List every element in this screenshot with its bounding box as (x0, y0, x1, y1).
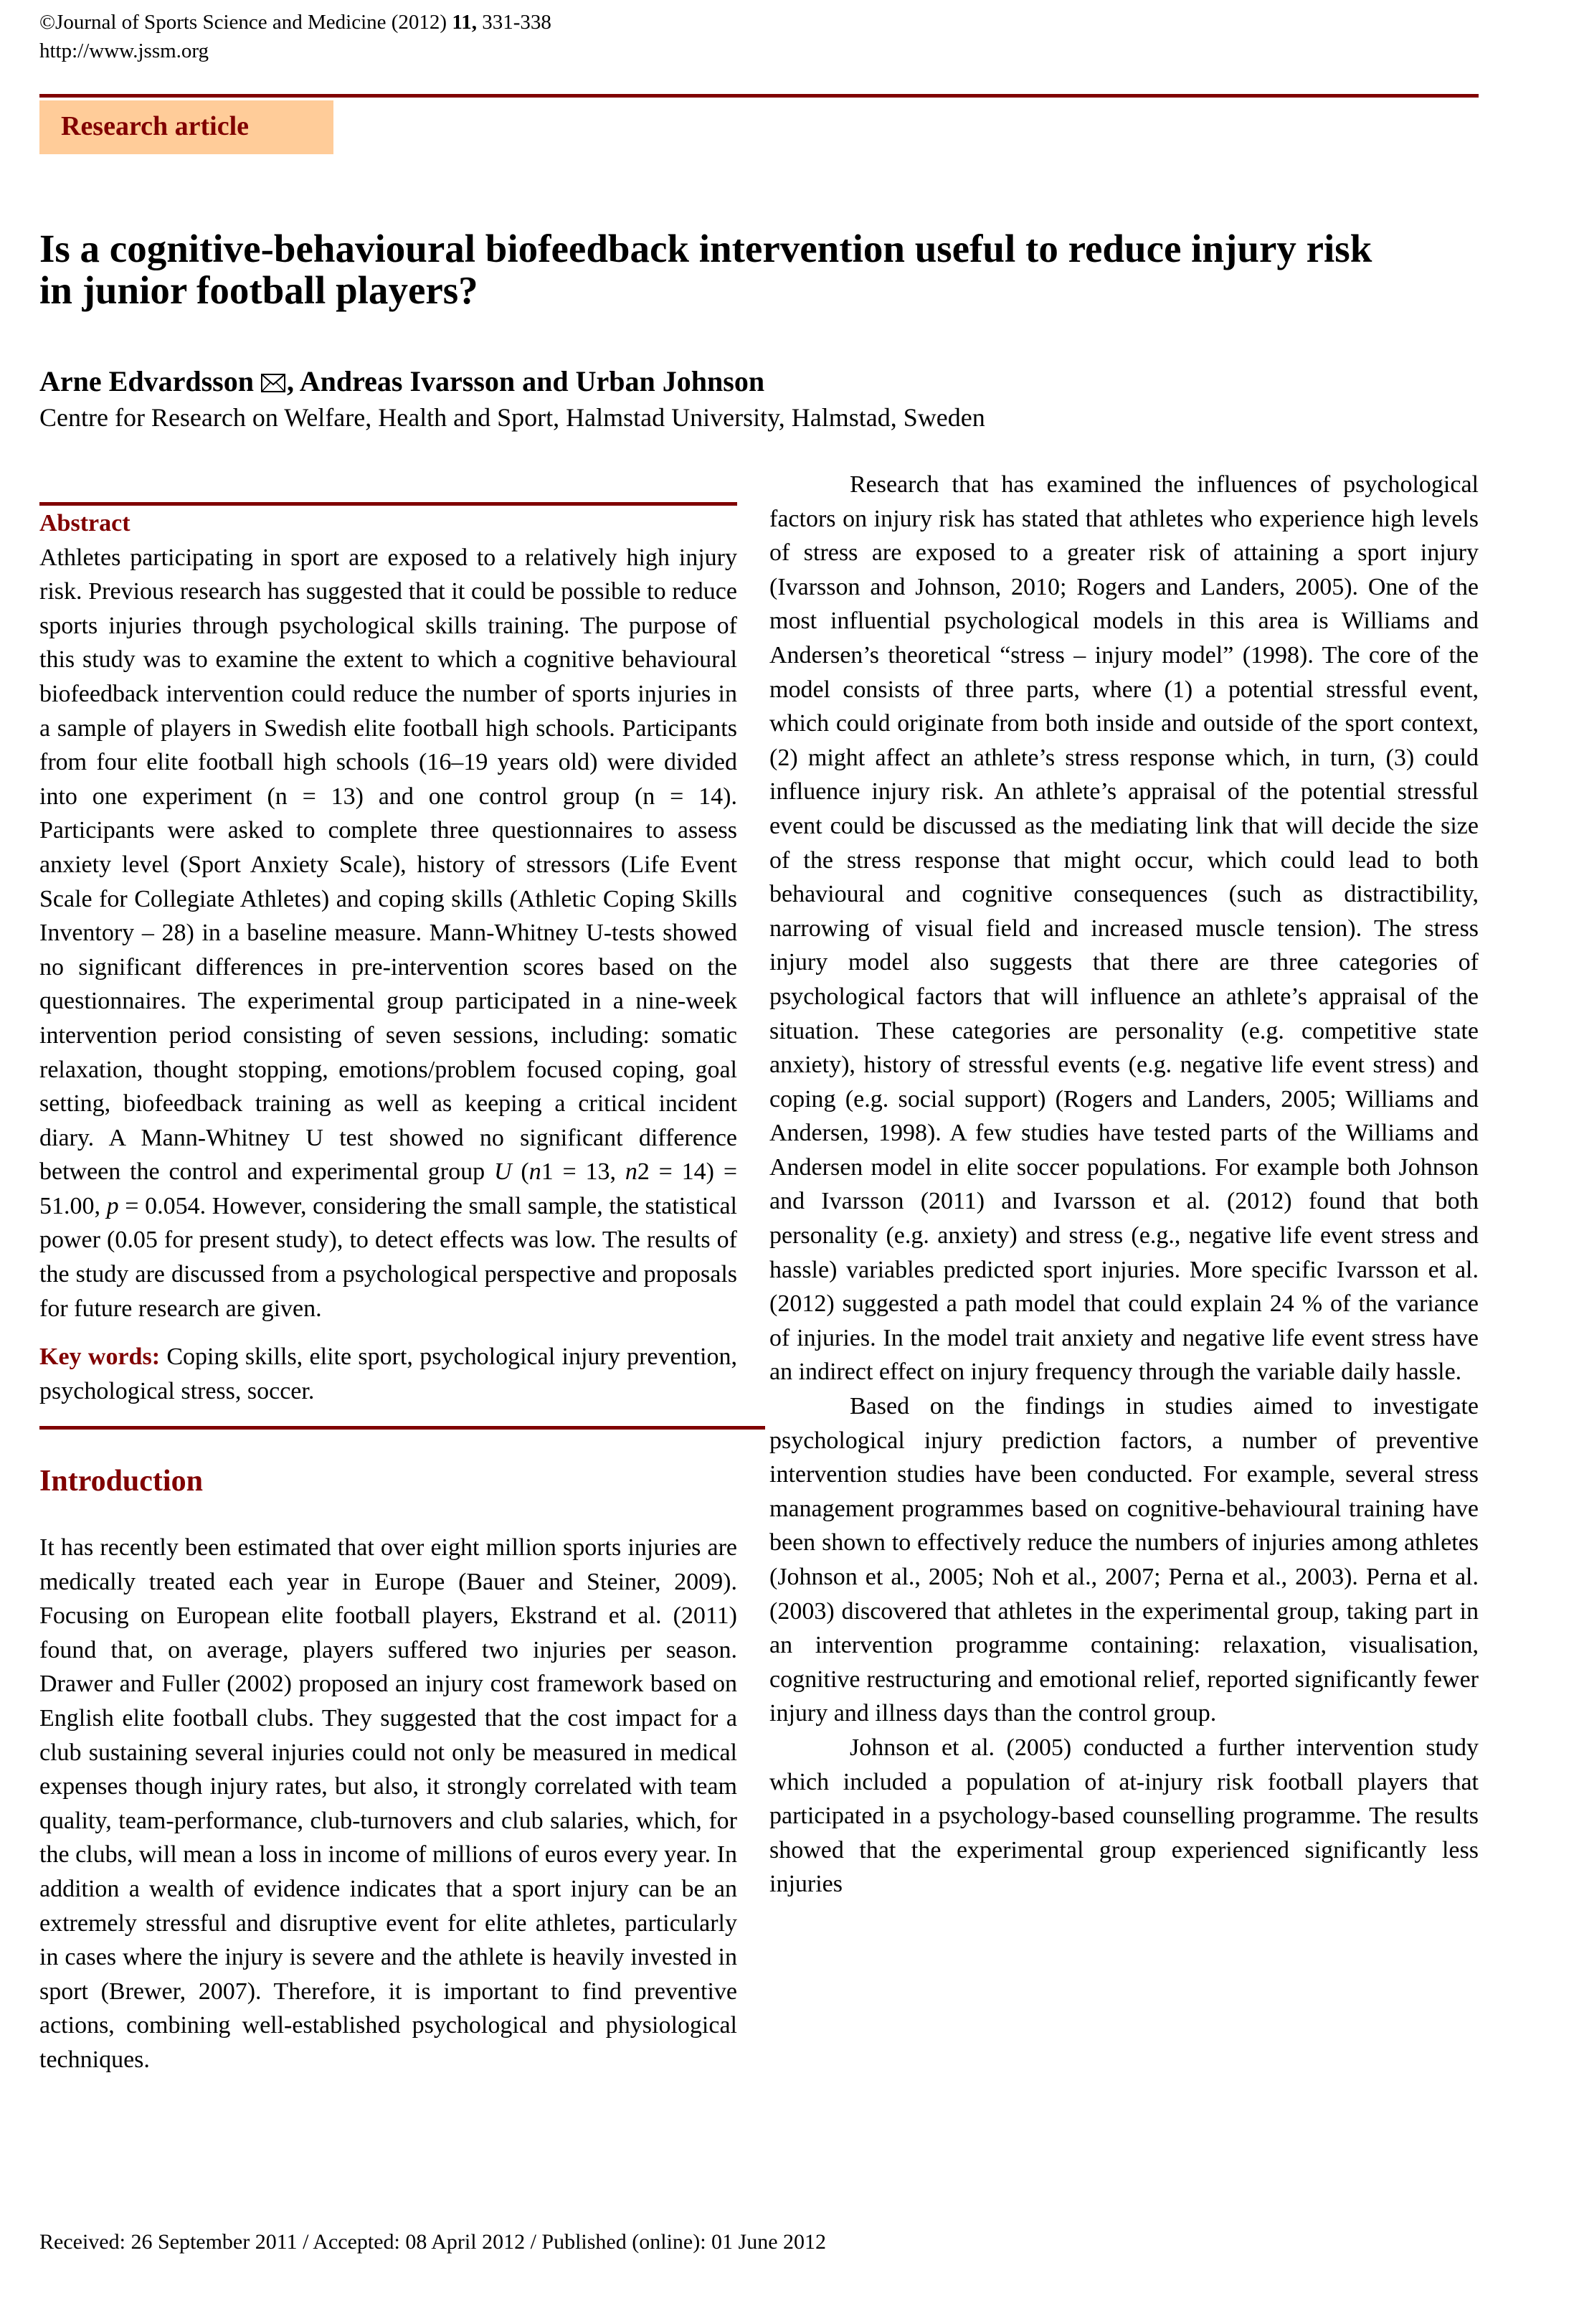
stat-n2-value: 2 = 14) = 51.00, (39, 1158, 737, 1219)
stat-open: ( (511, 1158, 529, 1186)
journal-citation (39, 9, 551, 36)
abstract-bottom-rule (39, 1426, 765, 1430)
author-list (39, 364, 764, 399)
keywords-list: Coping skills, elite sport, psychological injury prevention, psychological stress, soccer. (39, 1343, 737, 1404)
author-corresponding: Arne Edvardsson (39, 365, 254, 397)
right-column (769, 468, 1479, 1902)
journal-url[interactable]: http://www.jssm.org (39, 39, 209, 62)
envelope-icon[interactable] (261, 374, 285, 392)
stat-n1-value: 1 = 13, (541, 1158, 625, 1186)
header-rule (39, 94, 1479, 98)
journal-pages: 331-338 (476, 11, 551, 34)
stat-p-label: p (106, 1192, 119, 1219)
journal-name: ©Journal of Sports Science and Medicine (2012) (39, 11, 452, 34)
stat-n2-label: n (625, 1158, 637, 1186)
article-title (39, 228, 1481, 311)
title-line-1: Is a cognitive-behavioural biofeedback intervention useful to reduce injury risk (39, 227, 1372, 270)
article-type-badge (39, 100, 333, 154)
abstract-text (39, 541, 737, 1326)
affiliation: Centre for Research on Welfare, Health and Sport, Halmstad University, Halmstad, Sweden (39, 403, 985, 432)
stat-u: U (493, 1158, 512, 1186)
abstract-body-2: However, considering the small sample, the statistical power (0.05 for present study), to detect effects was low. The results of the study are discussed from a psychological perspective and proposals for future research are given. (39, 1192, 737, 1322)
right-paragraph-1: Research that has examined the influences of psychological factors on injury risk has stated that athletes who experience high levels of stress are exposed to a greater risk of attaining a sport injury (Ivarsson and Johnson, 2010; Rogers and Landers, 2005). One of the most influential psychological models in this area is Williams and Andersen’s theoretical “stress – injury model” (1998). The core of the model consists of three parts, where (1) a potential stressful event, which could originate from both inside and outside of the sport context, (2) might affect an athlete’s stress response which, in turn, (3) could influence injury risk. An athlete’s appraisal of the potential stressful event could be discussed as the mediating link that will decide the size of the stress response that might occur, which could lead to both behavioural and cognitive consequences (such as distractibility, narrowing of visual field and increased muscle tension). The stress injury model also suggests that there are three categories of psychological factors that will influence an athlete’s appraisal of the situation. These categories are personality (e.g. competitive state anxiety), history of stressful events (e.g. negative life event stress) and coping (e.g. social support) (Rogers and Landers, 2005; Williams and Andersen, 1998). A few studies have tested parts of the Williams and Andersen model in elite soccer populations. For example both Johnson and Ivarsson (2011) and Ivarsson et al. (2012) found that both personality (e.g. anxiety) and stress (e.g., negative life event stress and hassle) variables predicted sport injuries. More specific Ivarsson et al. (2012) suggested a path model that could explain 24 % of the variance of injuries. In the model trait anxiety and negative life event stress have an indirect effect on injury frequency through the variable daily hassle. (769, 471, 1479, 1386)
introduction-heading: Introduction (39, 1465, 203, 1498)
title-line-2: in junior football players? (39, 268, 478, 312)
abstract-body-1: Athletes participating in sport are exposed to a relatively high injury risk. Previous research has suggested that it could be possible to reduce sports injuries through psychological skills training. The purpose of this study was to examine the extent to which a cognitive behavioural biofeedback intervention could reduce the number of sports injuries in a sample of players in Swedish elite football high schools. Participants from four elite football high schools (16–19 years old) were divided into one experiment (n = 13) and one control group (n = 14). Participants were asked to complete three questionnaires to assess anxiety level (Sport Anxiety Scale), history of stressors (Life Event Scale for Collegiate Athletes) and coping skills (Athletic Coping Skills Inventory – 28) in a baseline measure. Mann-Whitney U-tests showed no significant differences in pre-intervention scores based on the questionnaires. The experimental group participated in a nine-week intervention period consisting of seven sessions, including: somatic relaxation, thought stopping, emotions/problem focused coping, goal setting, biofeedback training as well as keeping a critical incident diary. A Mann-Whitney U test showed no significant difference between the control and experimental group (39, 544, 737, 1186)
keywords (39, 1340, 737, 1408)
article-type-label: Research article (61, 111, 250, 141)
journal-volume: 11, (452, 11, 477, 34)
introduction-section (39, 1463, 737, 2077)
stat-n1-label: n (528, 1158, 541, 1186)
publication-dates: Received: 26 September 2011 / Accepted: 08 April 2012 / Published (online): 01 June 2012 (39, 2230, 827, 2254)
abstract-heading: Abstract (39, 510, 131, 537)
keywords-label: Key words: (39, 1343, 161, 1371)
author-others: , Andreas Ivarsson and Urban Johnson (286, 365, 765, 397)
abstract-top-rule (39, 502, 737, 506)
introduction-paragraph-1: It has recently been estimated that over eight million sports injuries are medically treated each year in Europe (Bauer and Steiner, 2009). Focusing on European elite football players, Ekstrand et al. (2011) found that, on average, players suffered two injuries per season. Drawer and Fuller (2002) proposed an injury cost framework based on English elite football clubs. They suggested that the cost impact for a club sustaining several injuries could not only be measured in medical expenses though injury rates, but also, it strongly correlated with team quality, team-performance, club-turnovers and club salaries, which, for the clubs, will mean a loss in income of millions of euros every year. In addition a wealth of evidence indicates that a sport injury can be an extremely stressful and disruptive event for elite athletes, particularly in cases where the injury is severe and the athlete is heavily invested in sport (Brewer, 2007). Therefore, it is important to find preventive actions, combining well-established psychological and physiological techniques. (39, 1534, 737, 2073)
abstract-section (39, 506, 737, 1408)
stat-p-value: = 0.054. (118, 1192, 207, 1219)
right-paragraph-2: Based on the findings in studies aimed to investigate psychological injury prediction factors, a number of preventive intervention studies have been conducted. For example, several stress management programmes based on cognitive-behavioural training have been shown to effectively reduce the numbers of injuries among athletes (Johnson et al., 2005; Noh et al., 2007; Perna et al., 2003). Perna et al. (2003) discovered that athletes in the experimental group, taking part in an intervention programme containing: relaxation, visualisation, cognitive restructuring and emotional relief, reported significantly fewer injury and illness days than the control group. (769, 1393, 1479, 1727)
right-paragraph-3: Johnson et al. (2005) conducted a further intervention study which included a population of at-injury risk football players that participated in a psychology-based counselling programme. The results showed that the experimental group experienced significantly less injuries (769, 1734, 1479, 1898)
